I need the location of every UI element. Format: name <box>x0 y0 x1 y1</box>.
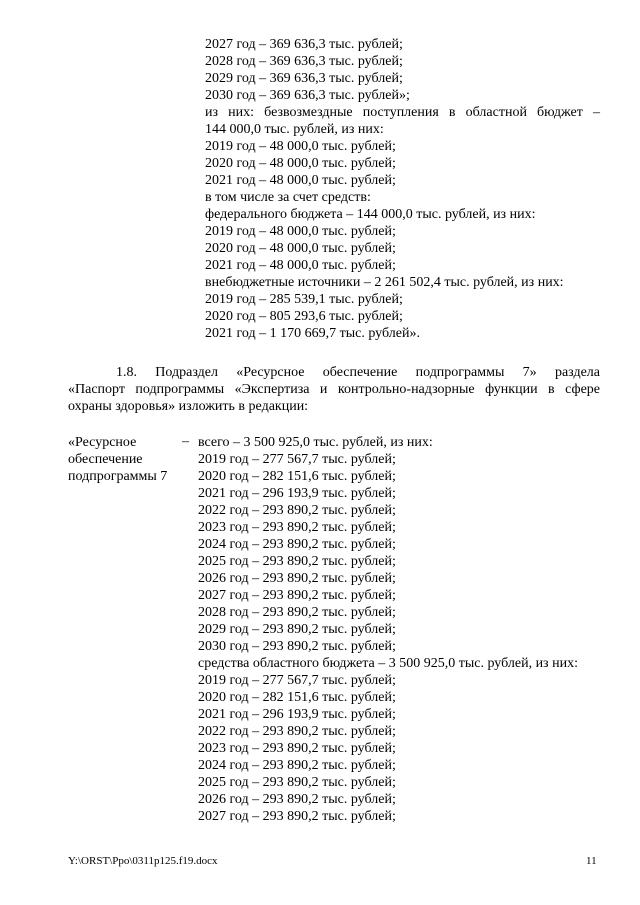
passport-dash: – <box>182 434 189 449</box>
page-number: 11 <box>586 855 597 867</box>
footer-file-path: Y:\ORST\Ppo\0311p125.f19.docx <box>68 855 218 867</box>
text-line: федерального бюджета – 144 000,0 тыс. рублей, из них: <box>205 207 536 222</box>
text-line: 2023 год – 293 890,2 тыс. рублей; <box>198 520 396 535</box>
text-line: 2021 год – 296 193,9 тыс. рублей; <box>198 707 396 722</box>
text-line: 2019 год – 277 567,7 тыс. рублей; <box>198 673 396 688</box>
text-line: в том числе за счет средств: <box>205 190 371 205</box>
text-line: 2024 год – 293 890,2 тыс. рублей; <box>198 537 396 552</box>
text-line: 1.8. Подраздел «Ресурсное обеспечение подпрограммы 7» раздела <box>116 365 600 380</box>
text-line: 2025 год – 293 890,2 тыс. рублей; <box>198 554 396 569</box>
section-paragraph <box>68 364 600 415</box>
text-line: 2027 год – 293 890,2 тыс. рублей; <box>198 588 396 603</box>
text-line: 144 000,0 тыс. рублей, из них: <box>205 122 384 137</box>
text-line: 2027 год – 369 636,3 тыс. рублей; <box>205 37 403 52</box>
text-line: 2020 год – 282 151,6 тыс. рублей; <box>198 469 396 484</box>
text-line: 2024 год – 293 890,2 тыс. рублей; <box>198 758 396 773</box>
text-line: 2019 год – 285 539,1 тыс. рублей; <box>205 292 403 307</box>
text-line: 2026 год – 293 890,2 тыс. рублей; <box>198 792 396 807</box>
label-line: «Ресурсное <box>68 435 137 450</box>
text-line: 2021 год – 48 000,0 тыс. рублей; <box>205 173 396 188</box>
text-line: 2020 год – 48 000,0 тыс. рублей; <box>205 241 396 256</box>
text-line: 2022 год – 293 890,2 тыс. рублей; <box>198 724 396 739</box>
label-line: подпрограммы 7 <box>68 469 168 484</box>
text-line: 2028 год – 293 890,2 тыс. рублей; <box>198 605 396 620</box>
text-line: 2026 год – 293 890,2 тыс. рублей; <box>198 571 396 586</box>
text-line: 2019 год – 277 567,7 тыс. рублей; <box>198 452 396 467</box>
text-line: 2028 год – 369 636,3 тыс. рублей; <box>205 54 403 69</box>
text-line: 2021 год – 296 193,9 тыс. рублей; <box>198 486 396 501</box>
text-line: 2029 год – 293 890,2 тыс. рублей; <box>198 622 396 637</box>
text-line: средства областного бюджета – 3 500 925,0 тыс. рублей, из них: <box>198 656 578 671</box>
passport-funding-list <box>198 434 600 825</box>
text-line: 2021 год – 48 000,0 тыс. рублей; <box>205 258 396 273</box>
text-line: 2027 год – 293 890,2 тыс. рублей; <box>198 809 396 824</box>
text-line: внебюджетные источники – 2 261 502,4 тыс. рублей, из них: <box>205 275 564 290</box>
text-line: 2030 год – 369 636,3 тыс. рублей»; <box>205 88 410 103</box>
text-line: охраны здоровья» изложить в редакции: <box>68 399 309 414</box>
text-line: 2021 год – 1 170 669,7 тыс. рублей». <box>205 326 420 341</box>
label-line: обеспечение <box>68 452 143 467</box>
text-line: 2020 год – 48 000,0 тыс. рублей; <box>205 156 396 171</box>
text-line: 2025 год – 293 890,2 тыс. рублей; <box>198 775 396 790</box>
continued-funding-list <box>205 36 600 342</box>
text-line: 2020 год – 282 151,6 тыс. рублей; <box>198 690 396 705</box>
text-line: «Паспорт подпрограммы «Экспертиза и контрольно-надзорные функции в сфере <box>68 382 600 397</box>
text-line: 2029 год – 369 636,3 тыс. рублей; <box>205 71 403 86</box>
text-line: 2019 год – 48 000,0 тыс. рублей; <box>205 139 396 154</box>
text-line: 2022 год – 293 890,2 тыс. рублей; <box>198 503 396 518</box>
text-line: всего – 3 500 925,0 тыс. рублей, из них: <box>198 435 433 450</box>
text-line: из них: безвозмездные поступления в областной бюджет – <box>205 105 600 120</box>
text-line: 2030 год – 293 890,2 тыс. рублей; <box>198 639 396 654</box>
passport-label <box>68 434 178 485</box>
text-line: 2023 год – 293 890,2 тыс. рублей; <box>198 741 396 756</box>
text-line: 2019 год – 48 000,0 тыс. рублей; <box>205 224 396 239</box>
text-line: 2020 год – 805 293,6 тыс. рублей; <box>205 309 403 324</box>
